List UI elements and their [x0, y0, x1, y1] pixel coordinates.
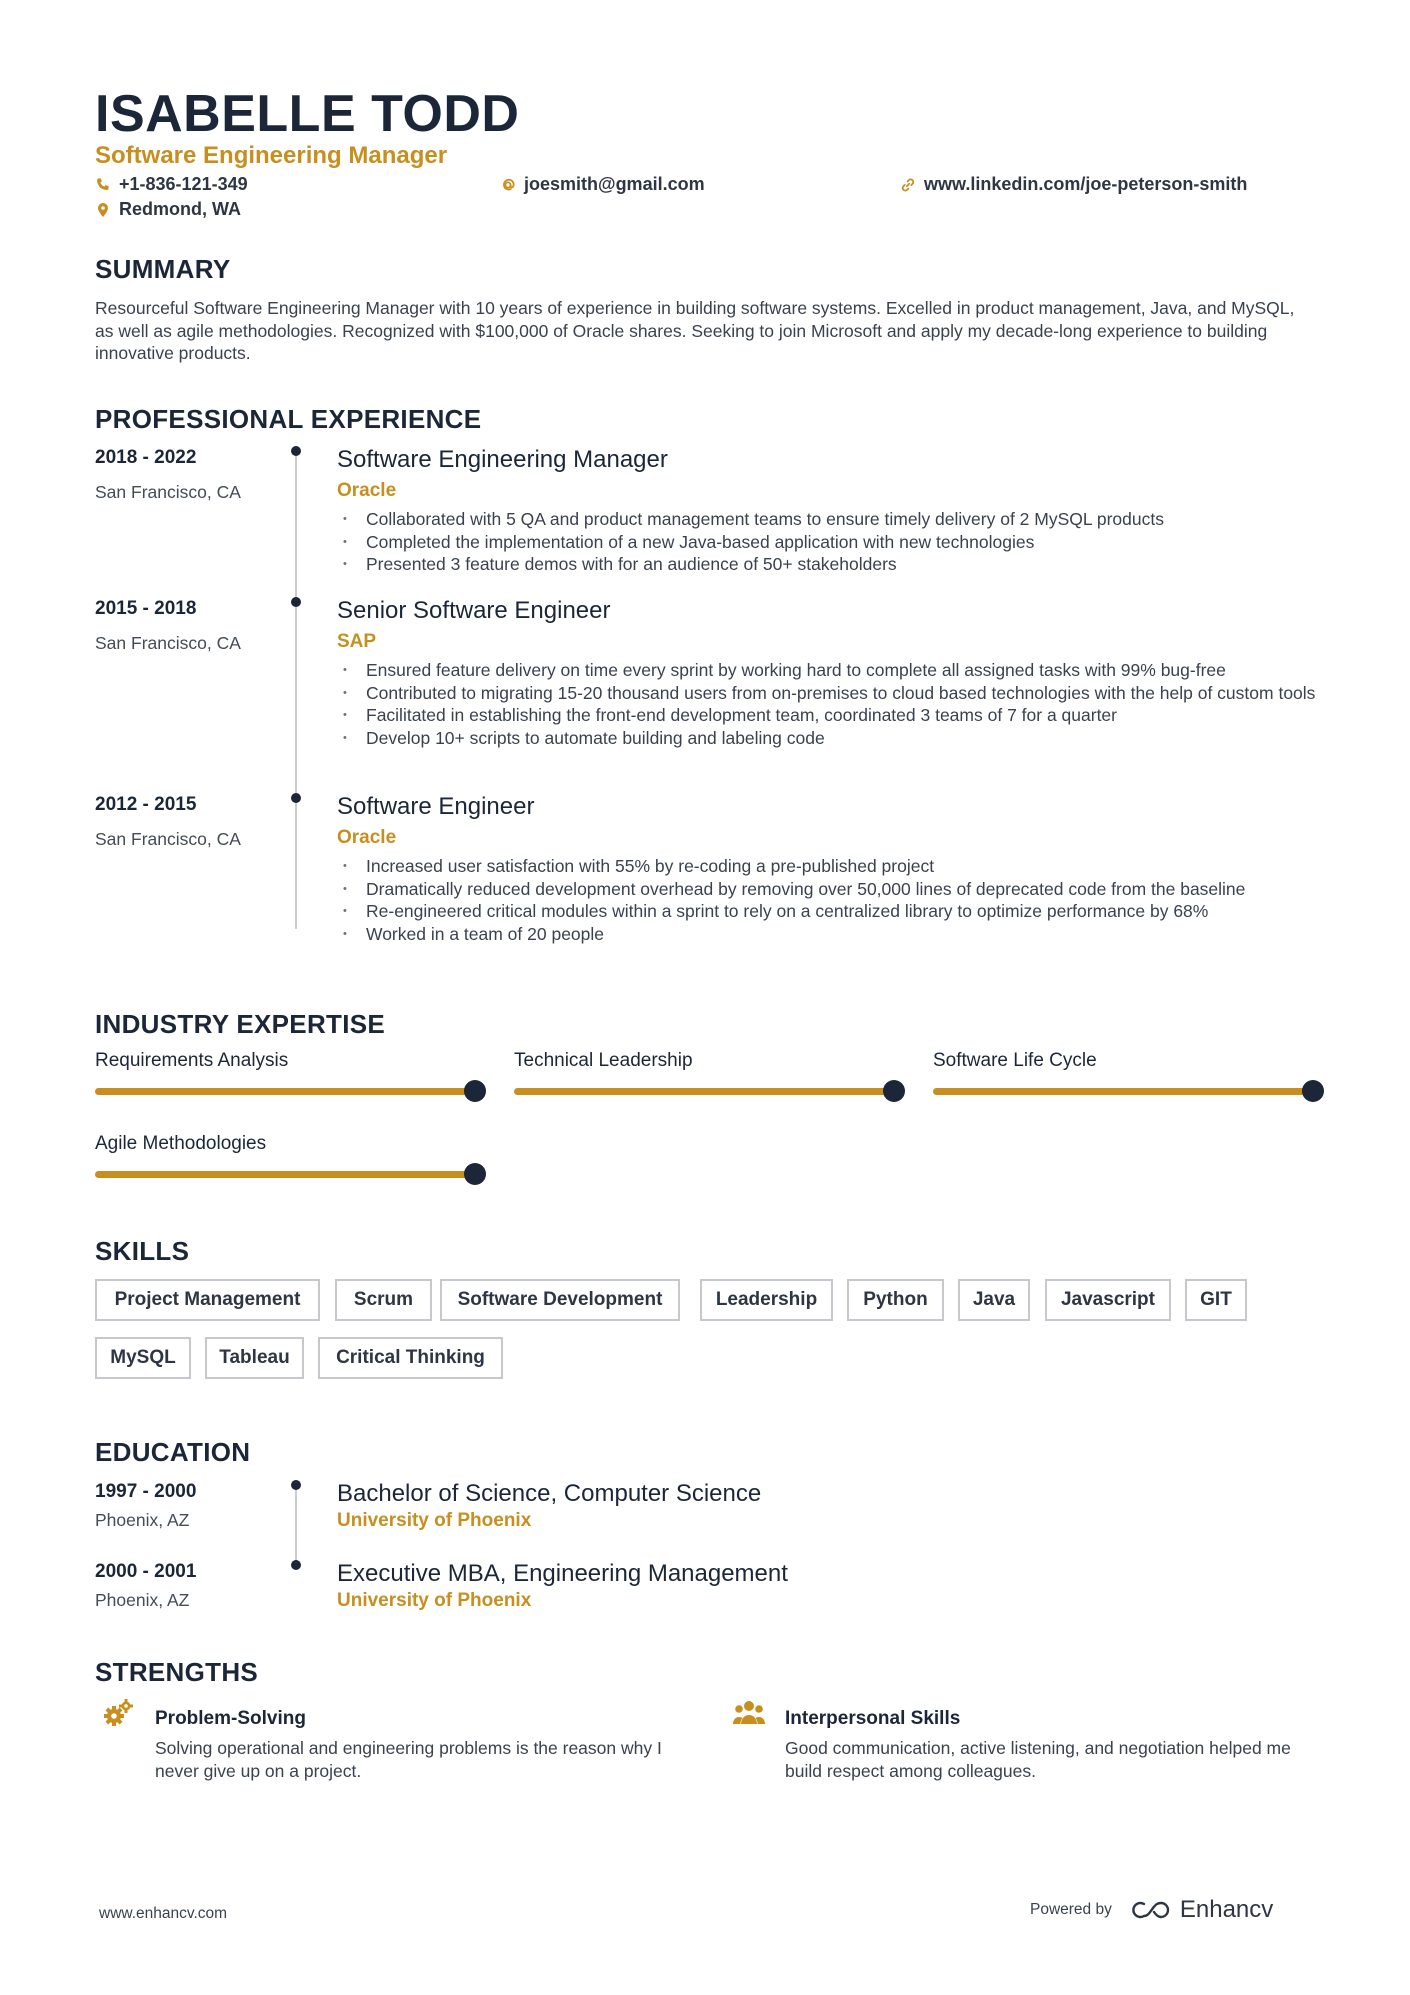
- skill-tag: MySQL: [95, 1337, 191, 1379]
- experience-timeline: [295, 451, 297, 929]
- job-bullet: • Completed the implementation of a new Java-based application with new technologies: [337, 531, 1337, 554]
- job-bullet: • Develop 10+ scripts to automate building and labeling code: [337, 727, 1337, 750]
- education-timeline: [295, 1484, 297, 1568]
- candidate-name: ISABELLE TODD: [95, 85, 520, 143]
- skill-tag: Java: [958, 1279, 1030, 1321]
- expertise-level-marker: [464, 1163, 486, 1185]
- strength-description: Solving operational and engineering problems is the reason why I never give up on a project.: [155, 1738, 662, 1781]
- job-bullet: • Re-engineered critical modules within a sprint to rely on a centralized library to optimize performance by 68%: [337, 900, 1337, 923]
- job-location: San Francisco, CA: [95, 829, 241, 849]
- timeline-dot: [291, 1480, 301, 1490]
- timeline-dot: [291, 597, 301, 607]
- powered-by-label: Powered by: [1030, 1901, 1112, 1918]
- gears-icon: [101, 1697, 135, 1731]
- job-company: SAP: [337, 631, 377, 652]
- job-title: Software Engineering Manager: [337, 446, 668, 473]
- education-dates: 2000 - 2001: [95, 1561, 197, 1582]
- brand-name: Enhancv: [1179, 1896, 1274, 1923]
- expertise-label: Agile Methodologies: [95, 1133, 267, 1154]
- job-dates: 2018 - 2022: [95, 447, 197, 468]
- skill-tag: Project Management: [95, 1279, 320, 1321]
- education-heading: EDUCATION: [95, 1437, 251, 1467]
- strength-title: Problem-Solving: [155, 1708, 306, 1729]
- linkedin-contact[interactable]: [900, 174, 1247, 195]
- email-contact[interactable]: [500, 174, 705, 195]
- experience-heading: PROFESSIONAL EXPERIENCE: [95, 404, 482, 434]
- expertise-bar: [933, 1088, 1313, 1095]
- skill-tag: Critical Thinking: [318, 1337, 503, 1379]
- link-icon: [900, 177, 916, 193]
- strength-description: Good communication, active listening, and negotiation helped me build respect among colleagues.: [785, 1738, 1291, 1781]
- education-school: University of Phoenix: [337, 1510, 532, 1531]
- footer-branding[interactable]: [1030, 1896, 1273, 1924]
- brand-logo: [1126, 1896, 1273, 1924]
- education-degree: Bachelor of Science, Computer Science: [337, 1480, 762, 1507]
- job-title: Senior Software Engineer: [337, 597, 611, 624]
- education-school: University of Phoenix: [337, 1590, 532, 1611]
- education-location: Phoenix, AZ: [95, 1510, 190, 1530]
- job-bullet: • Presented 3 feature demos with for an audience of 50+ stakeholders: [337, 553, 1337, 576]
- job-location: San Francisco, CA: [95, 482, 241, 502]
- location-pin-icon: [95, 202, 111, 218]
- job-bullet: • Contributed to migrating 15-20 thousand users from on-premises to cloud based technologies with the help of custom tools: [337, 682, 1337, 705]
- expertise-label: Software Life Cycle: [933, 1050, 1097, 1071]
- education-degree: Executive MBA, Engineering Management: [337, 1560, 788, 1587]
- skills-heading: SKILLS: [95, 1236, 190, 1266]
- resume-page: [95, 0, 1320, 1995]
- summary-heading: SUMMARY: [95, 254, 231, 284]
- phone-contact[interactable]: [95, 174, 248, 195]
- job-title: Software Engineer: [337, 793, 535, 820]
- footer-website-link[interactable]: www.enhancv.com: [99, 1905, 228, 1922]
- skill-tag: Python: [847, 1279, 944, 1321]
- linkedin-text: www.linkedin.com/joe-peterson-smith: [924, 174, 1248, 194]
- job-company: Oracle: [337, 827, 397, 848]
- at-icon: [500, 177, 516, 193]
- job-bullet: • Ensured feature delivery on time every sprint by working hard to complete all assigned tasks with 99% bug-free: [337, 659, 1337, 682]
- email-text: joesmith@gmail.com: [524, 174, 705, 194]
- skill-tag: Leadership: [700, 1279, 833, 1321]
- expertise-level-marker: [1302, 1080, 1324, 1102]
- timeline-dot: [291, 446, 301, 456]
- location-text: Redmond, WA: [119, 199, 241, 219]
- job-bullet: • Collaborated with 5 QA and product management teams to ensure timely delivery of 2 MySQL products: [337, 508, 1337, 531]
- skill-tag: Software Development: [440, 1279, 680, 1321]
- phone-icon: [95, 177, 111, 193]
- strengths-heading: STRENGTHS: [95, 1657, 259, 1687]
- candidate-role: Software Engineering Manager: [95, 142, 448, 169]
- expertise-heading: INDUSTRY EXPERTISE: [95, 1009, 386, 1039]
- job-bullet: • Worked in a team of 20 people: [337, 923, 1337, 946]
- expertise-bar: [95, 1088, 475, 1095]
- job-bullet: • Facilitated in establishing the front-end development team, coordinated 3 teams of 7 for a quarter: [337, 704, 1337, 727]
- skill-tag: GIT: [1185, 1279, 1247, 1321]
- phone-text: +1-836-121-349: [119, 174, 248, 194]
- job-dates: 2015 - 2018: [95, 598, 197, 619]
- job-bullets: [337, 659, 1337, 749]
- expertise-level-marker: [883, 1080, 905, 1102]
- location-contact: [95, 199, 241, 220]
- strength-title: Interpersonal Skills: [785, 1708, 961, 1729]
- team-icon: [732, 1697, 766, 1731]
- timeline-dot: [291, 793, 301, 803]
- skill-tag: Tableau: [205, 1337, 304, 1379]
- skill-tag: Scrum: [335, 1279, 432, 1321]
- expertise-label: Technical Leadership: [514, 1050, 693, 1071]
- enhancv-logo-icon: [1126, 1898, 1174, 1922]
- expertise-bar: [514, 1088, 894, 1095]
- expertise-label: Requirements Analysis: [95, 1050, 289, 1071]
- expertise-level-marker: [464, 1080, 486, 1102]
- job-dates: 2012 - 2015: [95, 794, 197, 815]
- job-bullets: [337, 855, 1337, 945]
- education-location: Phoenix, AZ: [95, 1590, 190, 1610]
- job-bullet: • Increased user satisfaction with 55% by re-coding a pre-published project: [337, 855, 1337, 878]
- skill-tag: Javascript: [1045, 1279, 1171, 1321]
- job-bullet: • Dramatically reduced development overhead by removing over 50,000 lines of deprecated code from the baseline: [337, 878, 1337, 901]
- summary-text: Resourceful Software Engineering Manager with 10 years of experience in building software systems. Excelled in product management, Java, and MySQL, as well as agile methodologies. Recognized with $100,000 of Oracle shares. Seeking to join Microsoft and apply my decade-long experience to building innovative products.: [95, 298, 1295, 363]
- job-company: Oracle: [337, 480, 397, 501]
- job-bullets: [337, 508, 1337, 576]
- job-location: San Francisco, CA: [95, 633, 241, 653]
- education-dates: 1997 - 2000: [95, 1481, 197, 1502]
- timeline-dot: [291, 1560, 301, 1570]
- expertise-bar: [95, 1171, 475, 1178]
